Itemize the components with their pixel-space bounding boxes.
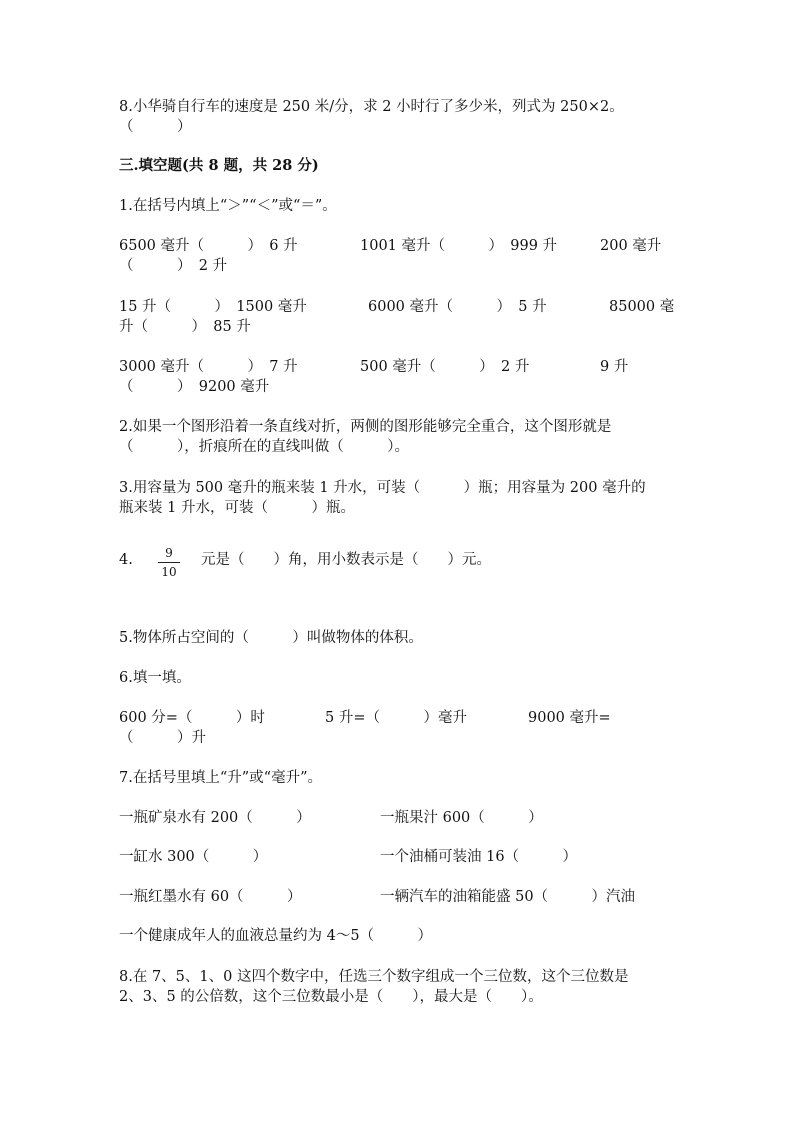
q7-a: 一瓶矿泉水有 200（ ） (119, 810, 311, 826)
q1-row1-b: 1001 毫升（ ） 999 升 (360, 238, 558, 254)
q8-line1: 8.在 7、5、1、0 这四个数字中，任选三个数字组成一个三位数，这个三位数是 (119, 969, 629, 985)
q1-row3-d: （ ） 9200 毫升 (119, 379, 270, 395)
fraction-bar (158, 562, 180, 563)
q5-line1: 5.物体所占空间的（ ）叫做物体的体积。 (119, 630, 423, 646)
q1-row1-c: 200 毫升 (600, 238, 662, 254)
question-prev-8-line1: 8.小华骑自行车的速度是 250 米/分，求 2 小时行了多少米，列式为 250×2。 (119, 99, 624, 115)
q1-row1-d: （ ） 2 升 (119, 258, 228, 274)
q7-c: 一缸水 300（ ） (119, 849, 268, 865)
q7-e: 一瓶红墨水有 60（ ） (119, 889, 302, 905)
q6-b: 5 升=（ ）毫升 (325, 710, 467, 726)
q1-row2-b: 6000 毫升（ ） 5 升 (368, 299, 547, 315)
question-prev-8-line2: （ ） (119, 119, 192, 135)
q4-fraction-numerator: 9 (165, 546, 173, 560)
q4-fraction (158, 546, 180, 579)
q6-a: 600 分=（ ）时 (119, 710, 265, 726)
q7-stem: 7.在括号里填上“升”或“毫升”。 (119, 770, 322, 786)
q3-line2: 瓶来装 1 升水，可装（ ）瓶。 (119, 500, 355, 516)
q4-number: 4. (119, 552, 133, 568)
q6-c: 9000 毫升= (528, 710, 611, 726)
q4-text: 元是（ ）角，用小数表示是（ ）元。 (201, 552, 491, 568)
q1-row3-c: 9 升 (600, 359, 629, 375)
section-title: 三.填空题(共 8 题，共 28 分) (119, 157, 319, 174)
q1-row1-a: 6500 毫升（ ） 6 升 (119, 238, 298, 254)
q8-line2: 2、3、5 的公倍数，这个三位数最小是（ ），最大是（ ）。 (119, 989, 543, 1005)
q7-f: 一辆汽车的油箱能盛 50（ ）汽油 (380, 889, 636, 905)
q1-row3-b: 500 毫升（ ） 2 升 (360, 359, 530, 375)
q2-line1: 2.如果一个图形沿着一条直线对折，两侧的图形能够完全重合，这个图形就是 (119, 419, 612, 435)
q1-row2-c: 85000 毫 (609, 299, 675, 315)
q7-g: 一个健康成年人的血液总量约为 4～5（ ） (119, 928, 433, 944)
q1-stem: 1.在括号内填上“＞”“＜”或“＝”。 (119, 198, 337, 214)
q6-d: （ ）升 (119, 730, 206, 746)
q2-line2: （ ），折痕所在的直线叫做（ ）。 (119, 439, 409, 455)
q7-d: 一个油桶可装油 16（ ） (380, 849, 578, 865)
q6-stem: 6.填一填。 (119, 670, 191, 686)
q7-b: 一瓶果汁 600（ ） (380, 810, 543, 826)
q1-row2-d: 升（ ） 85 升 (119, 319, 251, 335)
q1-row2-a: 15 升（ ） 1500 毫升 (119, 299, 307, 315)
q4-fraction-denominator: 10 (161, 565, 177, 579)
q3-line1: 3.用容量为 500 毫升的瓶来装 1 升水，可装（ ）瓶；用容量为 200 毫升的 (119, 480, 646, 496)
q1-row3-a: 3000 毫升（ ） 7 升 (119, 359, 298, 375)
